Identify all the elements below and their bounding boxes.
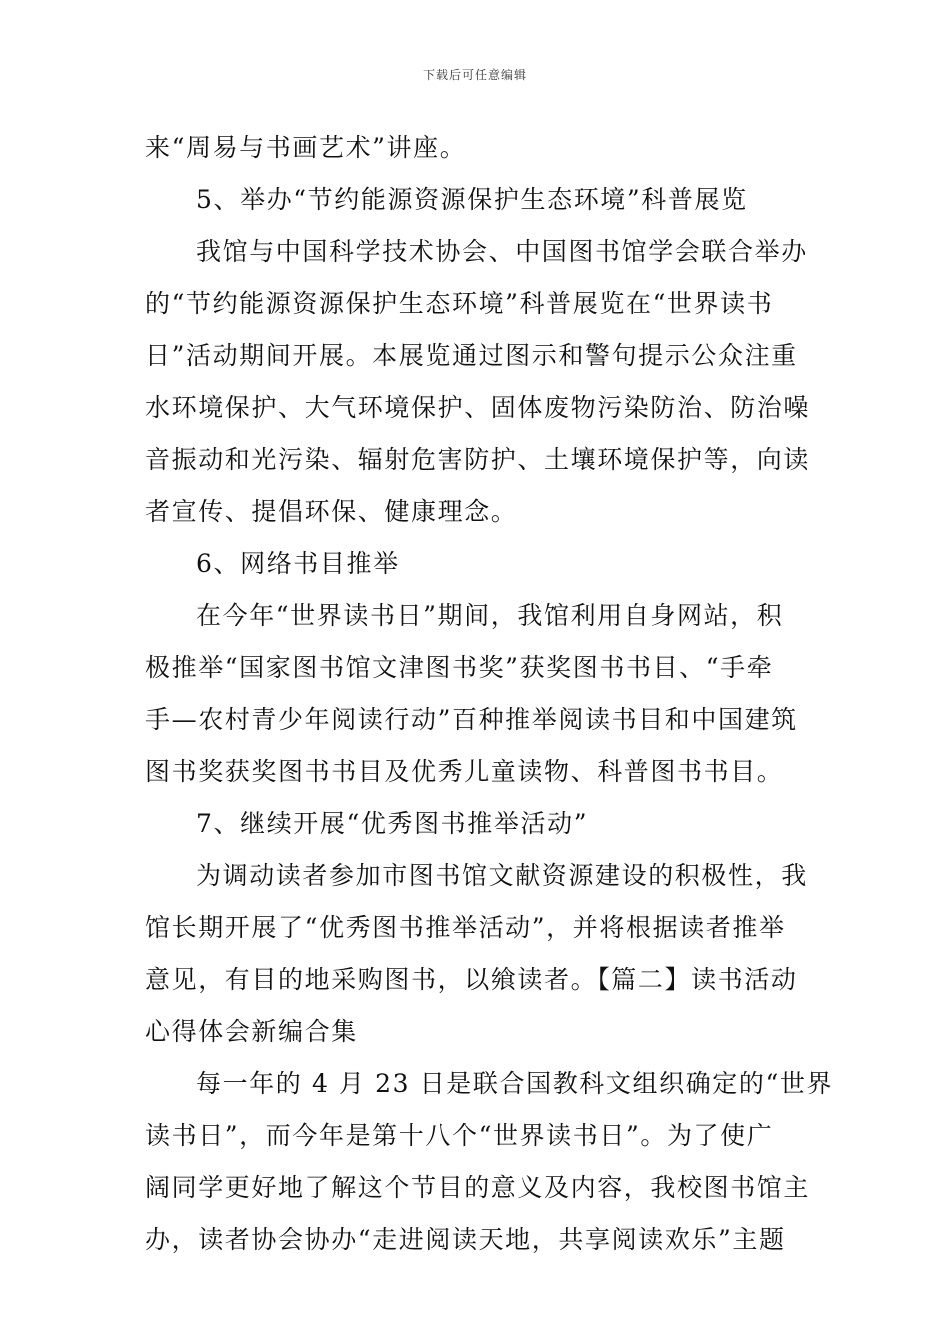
text-line: 办，读者协会协办“走进阅读天地，共享阅读欢乐”主题 <box>145 1225 786 1254</box>
text-line: 每一年的 4 月 23 日是联合国教科文组织确定的“世界 <box>196 1069 834 1098</box>
section-heading-6: 6、网络书目推举 <box>196 549 400 578</box>
text-line: 为调动读者参加市图书馆文献资源建设的积极性，我 <box>196 861 808 890</box>
text-line: 手—农村青少年阅读行动”百种推举阅读书目和中国建筑 <box>145 705 798 734</box>
section-heading-5: 5、举办“节约能源资源保护生态环境”科普展览 <box>196 185 748 214</box>
text-line: 的“节约能源资源保护生态环境”科普展览在“世界读书 <box>145 289 774 318</box>
text-line: 水环境保护、大气环境保护、固体废物污染防治、防治噪 <box>145 393 811 422</box>
text-line: 极推举“国家图书馆文津图书奖”获奖图书书目、“手牵 <box>145 653 774 682</box>
text-line: 心得体会新编合集 <box>145 1017 358 1046</box>
section-heading-7: 7、继续开展“优秀图书推举活动” <box>196 809 589 838</box>
document-body <box>145 122 834 1266</box>
text-line: 在今年“世界读书日”期间，我馆利用自身网站，积 <box>196 601 784 630</box>
text-line: 者宣传、提倡环保、健康理念。 <box>145 497 518 526</box>
text-line: 来“周易与书画艺术”讲座。 <box>145 133 467 162</box>
text-line: 读书日”，而今年是第十八个“世界读书日”。为了使广 <box>145 1121 774 1150</box>
text-line: 意见，有目的地采购图书，以飨读者。【篇二】读书活动 <box>145 965 798 994</box>
text-line: 馆长期开展了“优秀图书推举活动”，并将根据读者推举 <box>145 913 786 942</box>
text-line: 图书奖获奖图书书目及优秀儿童读物、科普图书书目。 <box>145 757 784 786</box>
text-line: 阔同学更好地了解这个节目的意义及内容，我校图书馆主 <box>145 1173 811 1202</box>
text-line: 我馆与中国科学技术协会、中国图书馆学会联合举办 <box>196 237 808 266</box>
text-line: 日”活动期间开展。本展览通过图示和警句提示公众注重 <box>145 341 798 370</box>
text-line: 音振动和光污染、辐射危害防护、土壤环境保护等，向读 <box>145 445 811 474</box>
page-header-note: 下载后可任意编辑 <box>422 68 527 82</box>
